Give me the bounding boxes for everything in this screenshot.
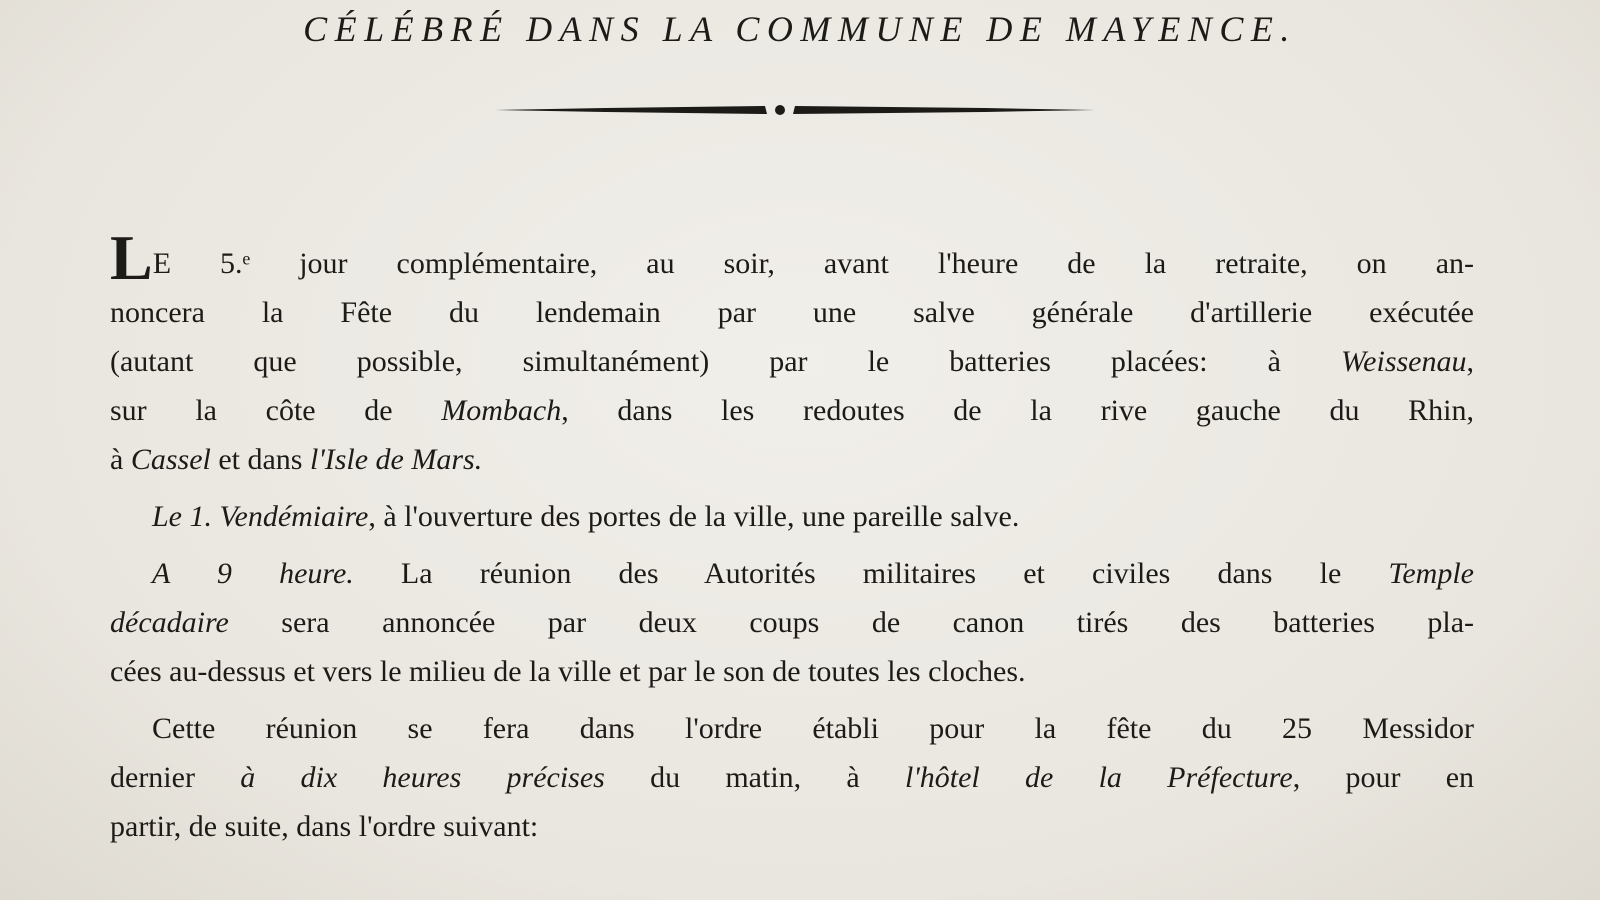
p1-line-1: LE 5.ᵉ jour complémentaire, au soir, avant l'heure de la retraite, on an- <box>110 222 1474 293</box>
p1-line-4: sur la côte de Mombach, dans les redoutes de la rive gauche du Rhin, <box>110 394 1474 427</box>
paragraph-1 <box>110 222 1474 484</box>
paragraph-4 <box>110 704 1474 851</box>
ornamental-rule <box>495 98 1095 122</box>
p1-line-3: (autant que possible, simultanément) par le batteries placées: à Weissenau, <box>110 345 1474 378</box>
page-title: CÉLÉBRÉ DANS LA COMMUNE DE MAYENCE. <box>303 9 1297 49</box>
drop-cap: L <box>110 222 153 293</box>
p1-line-2: noncera la Fête du lendemain par une salve générale d'artillerie exécutée <box>110 296 1474 329</box>
p1-line-5: à Cassel et dans l'Isle de Mars. <box>110 443 483 476</box>
p2-line-1: Le 1. Vendémiaire, à l'ouverture des portes de la ville, une pareille salve. <box>152 500 1020 533</box>
p4-line-1: Cette réunion se fera dans l'ordre établi pour la fête du 25 Messidor <box>152 712 1474 745</box>
p4-line-3: partir, de suite, dans l'ordre suivant: <box>110 810 539 843</box>
body-text <box>110 222 1475 851</box>
p3-line-1: A 9 heure. La réunion des Autorités militaires et civiles dans le Temple <box>152 557 1474 590</box>
p4-line-2: dernier à dix heures précises du matin, à l'hôtel de la Préfecture, pour en <box>110 761 1475 794</box>
p3-line-3: cées au-dessus et vers le milieu de la ville et par le son de toutes les cloches. <box>110 655 1026 688</box>
paragraph-2 <box>110 492 1474 541</box>
p3-line-2: décadaire sera annoncée par deux coups de canon tirés des batteries pla- <box>110 606 1474 639</box>
paragraph-3 <box>110 549 1474 696</box>
